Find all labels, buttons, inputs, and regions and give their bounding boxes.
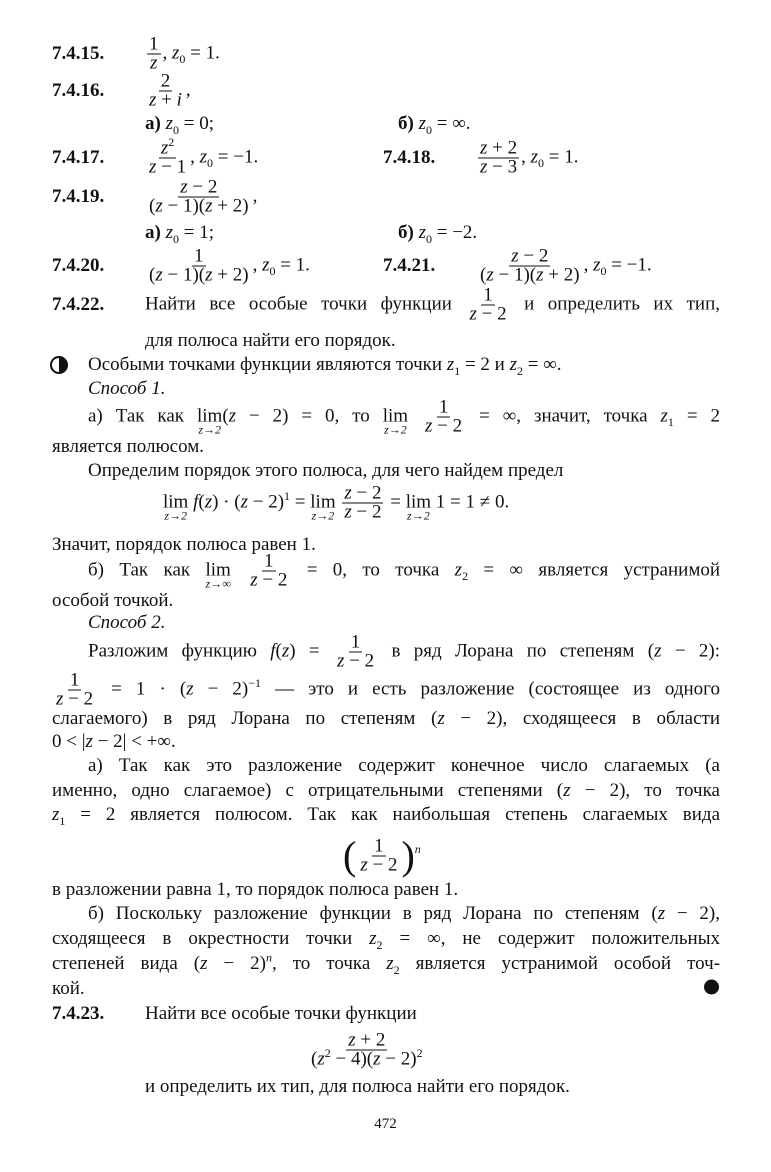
text-run: − 2)	[248, 491, 285, 513]
math-variable: z	[418, 113, 426, 134]
text-run: + 2)	[543, 264, 580, 286]
fraction	[478, 137, 519, 178]
math-variable: z	[205, 195, 213, 217]
denominator	[478, 264, 582, 286]
text-run: = 0, то точка	[291, 559, 455, 581]
denominator	[358, 854, 399, 876]
problem-7-4-22	[145, 284, 721, 325]
problem-number: 7.4.15.	[52, 43, 105, 64]
text-run: сходящееся в окрестности точки	[52, 928, 370, 949]
lim-text: lim	[196, 405, 223, 427]
math-variable: z	[155, 195, 163, 217]
text-run: является полюсом.	[52, 436, 205, 457]
paragraph	[52, 880, 458, 900]
text-run: − 1	[156, 156, 187, 178]
superscript: −1	[248, 676, 262, 691]
limit-subscript: z→∞	[205, 576, 231, 591]
problem-7-4-17	[145, 135, 259, 178]
text-run: слагаемого) в ряд Лорана по степеням (	[52, 708, 438, 729]
problem-number: 7.4.17.	[52, 147, 105, 168]
fraction	[423, 396, 464, 437]
paragraph	[52, 979, 85, 999]
method-2-heading	[88, 613, 165, 633]
math-variable: z	[200, 953, 208, 974]
text-run: − 2	[432, 415, 463, 437]
text-run: именно, одно слагаемое) с отрицательными степенями (	[52, 780, 564, 801]
fraction	[248, 550, 289, 591]
lim-text: lim	[163, 491, 189, 513]
limit-operator	[310, 491, 336, 523]
paragraph	[52, 591, 173, 611]
text-run: 1	[149, 33, 159, 55]
math-variable: z	[317, 1048, 325, 1070]
math-variable: z	[593, 254, 601, 276]
fraction	[342, 482, 383, 523]
subscript: 1	[59, 813, 66, 828]
problem-number: 7.4.19.	[52, 186, 105, 207]
limit-subscript: z→2	[311, 508, 335, 523]
math-variable: z	[186, 678, 194, 700]
text-run: ,	[185, 79, 191, 101]
problem-7-4-20	[145, 245, 310, 286]
text-run: Особыми точками функции являются точки	[88, 354, 447, 375]
denominator	[54, 688, 95, 710]
limit-operator	[196, 405, 223, 437]
page-number: 472	[374, 1116, 397, 1132]
subscript: 0	[425, 122, 432, 137]
text-run: − 2),	[665, 903, 720, 924]
text-run: − 2	[476, 303, 507, 325]
math-variable: z	[172, 42, 180, 64]
text-run: (	[311, 1048, 318, 1070]
fraction	[147, 176, 251, 217]
subscript: 0	[207, 156, 214, 171]
text-run: Найти все особые точки функции	[145, 1003, 417, 1024]
text-run: (	[222, 405, 229, 427]
subscript: 0	[425, 231, 432, 246]
paragraph	[88, 461, 563, 481]
text-run: − 2	[367, 854, 398, 876]
math-variable: z	[660, 405, 668, 427]
text-run: в разложении равна 1, то порядок полюса равен 1.	[52, 879, 459, 900]
math-variable: z	[425, 415, 433, 437]
text-run: Значит, порядок полюса равен 1.	[52, 534, 316, 555]
text-run: (	[149, 195, 156, 217]
text-run: = ∞ является устранимой	[468, 559, 721, 581]
text-run: — это и есть разложение (состоящее из одного	[261, 678, 720, 700]
math-variable: z	[480, 137, 488, 159]
text-run: и определить их тип, для полюса найти его порядок.	[145, 1076, 570, 1097]
problem-7-4-23-cont	[145, 1077, 570, 1097]
problem-number: 7.4.20.	[52, 255, 105, 276]
math-variable: z	[204, 491, 213, 513]
large-parenthesis: (	[343, 833, 357, 878]
math-variable: i	[176, 89, 182, 111]
display-formula	[307, 1029, 427, 1070]
subscript: 2	[376, 937, 383, 952]
text-run: − 2	[257, 569, 288, 591]
part-label: а)	[145, 113, 161, 134]
limit-operator	[405, 491, 432, 523]
problem-7-4-15	[145, 33, 220, 74]
text-run: = 1.	[185, 42, 220, 64]
math-variable: z	[199, 146, 208, 168]
text-run: − 2	[187, 176, 218, 198]
math-variable: z	[85, 731, 93, 752]
solution-start-icon	[50, 356, 68, 374]
problem-7-4-16-part-b	[398, 113, 471, 137]
text-run: = 2	[673, 405, 721, 427]
lim-text: lim	[405, 491, 432, 513]
fraction	[478, 245, 582, 286]
text-run: 1	[374, 835, 384, 857]
fraction	[54, 669, 95, 710]
text-run: = 1.	[275, 254, 310, 276]
text-run	[231, 559, 246, 580]
math-variable: f	[270, 640, 276, 662]
text-run: 1	[69, 669, 80, 691]
math-variable: z	[369, 928, 377, 949]
math-variable: z	[654, 640, 662, 662]
denominator	[467, 303, 508, 325]
fraction	[309, 1029, 425, 1070]
math-variable: z	[180, 176, 188, 198]
math-variable: z	[344, 482, 352, 504]
fraction	[335, 631, 376, 672]
math-variable: z	[486, 264, 494, 286]
text-run: является устранимой особой точ-	[399, 953, 721, 974]
text-run: 1 = 1 ≠ 0.	[431, 491, 510, 513]
fraction	[358, 835, 399, 876]
math-variable: z	[469, 303, 477, 325]
text-run: − 2	[518, 245, 549, 267]
text-run: − 1)(	[162, 264, 206, 286]
text-run: (	[149, 264, 156, 286]
paragraph	[88, 550, 721, 591]
text-run: б) Поскольку разложение функции в ряд Лорана по степеням (	[88, 903, 658, 924]
problem-7-4-23	[145, 1004, 417, 1024]
denominator	[148, 52, 159, 74]
text-run: − 1)(	[162, 195, 206, 217]
solution-text	[88, 354, 562, 378]
superscript: 1	[284, 489, 291, 504]
text-run: − 2	[351, 501, 382, 523]
math-variable: z	[250, 569, 258, 591]
paragraph	[52, 950, 721, 977]
text-run: + 2	[355, 1029, 386, 1051]
text-run	[408, 405, 421, 426]
text-run: =	[290, 491, 311, 513]
paragraph	[52, 535, 316, 555]
math-variable: z	[149, 156, 157, 178]
math-variable: z	[386, 953, 394, 974]
paragraph	[88, 396, 721, 437]
display-formula	[163, 482, 510, 523]
text-run: = ∞, не содержит положительных	[382, 928, 720, 949]
math-variable: z	[509, 354, 518, 375]
problem-number: 7.4.21.	[383, 255, 436, 276]
problem-7-4-16	[145, 70, 191, 111]
problem-number: 7.4.18.	[383, 147, 436, 168]
text-run: = 1 · (	[97, 678, 187, 700]
math-variable: z	[281, 640, 290, 662]
denominator	[147, 264, 251, 286]
math-variable: z	[418, 222, 426, 243]
problem-7-4-19	[145, 176, 258, 217]
math-variable: z	[336, 650, 345, 672]
text-run: − 3	[487, 156, 518, 178]
fraction	[147, 135, 188, 178]
text-run: − 2) = 0, то	[236, 405, 383, 427]
problem-number: 7.4.16.	[52, 80, 105, 101]
subscript: 1	[667, 415, 674, 430]
text-run: (	[198, 491, 205, 513]
text-run: +	[156, 89, 177, 111]
text-run: 1	[264, 550, 274, 572]
superscript: n	[414, 842, 421, 857]
text-run: кой.	[52, 978, 85, 999]
problem-number: 7.4.23.	[52, 1003, 105, 1024]
text-run: Найти все особые точки функции	[145, 293, 466, 315]
problem-7-4-19-part-a	[145, 222, 214, 246]
lim-text: lim	[382, 405, 409, 427]
text-run: − 1)(	[493, 264, 537, 286]
math-variable: z	[155, 264, 163, 286]
math-variable: z	[165, 113, 173, 134]
superscript: 2	[168, 135, 175, 150]
text-run: = 2 является полюсом. Так как наибольшая степень слагаемых вида	[65, 804, 720, 825]
math-variable: z	[511, 245, 519, 267]
math-variable: z	[165, 222, 173, 243]
math-variable: z	[657, 903, 666, 924]
lim-text: lim	[310, 491, 336, 513]
problem-7-4-18	[476, 137, 579, 178]
denominator	[147, 89, 184, 111]
text-run: − 2):	[661, 640, 720, 662]
text-run: 0 < |	[52, 731, 86, 752]
problem-number: 7.4.22.	[52, 294, 105, 315]
fraction	[147, 33, 161, 74]
paragraph	[52, 709, 720, 729]
denominator	[342, 501, 383, 523]
text-run: ,	[190, 146, 200, 168]
subscript: 0	[179, 52, 186, 67]
paragraph	[52, 928, 720, 952]
math-variable: z	[228, 405, 237, 427]
text-run: = 2 и	[460, 354, 510, 375]
denominator	[423, 415, 464, 437]
solution-end-icon	[704, 980, 719, 995]
subscript: 1	[454, 363, 461, 378]
text-run: ) =	[289, 640, 333, 662]
text-run: 1	[438, 396, 449, 418]
part-label: а)	[145, 222, 161, 243]
math-variable: z	[360, 854, 368, 876]
math-variable: z	[454, 559, 463, 581]
text-run: + 2	[487, 137, 518, 159]
text-run: ,	[252, 185, 258, 207]
subscript: 2	[393, 962, 400, 977]
paragraph	[52, 804, 720, 828]
lim-text: lim	[205, 559, 231, 581]
math-variable: z	[240, 491, 248, 513]
text-run: а) Так как это разложение содержит конечное число слагаемых (а	[88, 755, 720, 776]
limit-subscript: z→2	[384, 422, 407, 437]
italic-heading: Способ 2.	[88, 612, 166, 633]
text-run: особой точкой.	[52, 590, 174, 611]
text-run: = −1.	[606, 254, 652, 276]
subscript: 0	[172, 231, 179, 246]
fraction	[467, 284, 508, 325]
text-run: − 2	[351, 482, 382, 504]
math-variable: f	[193, 491, 199, 513]
denominator	[147, 195, 251, 217]
limit-subscript: z→2	[164, 508, 188, 523]
limit-operator	[205, 559, 231, 591]
text-run: =	[385, 491, 406, 513]
text-run: = 1.	[544, 146, 579, 168]
paragraph	[52, 669, 720, 710]
text-run: + 2)	[212, 264, 249, 286]
text-run: 2	[160, 70, 171, 92]
text-run: = ∞.	[431, 113, 471, 134]
problem-7-4-16-part-a	[145, 113, 214, 137]
text-run: = 1;	[178, 222, 214, 243]
subscript: 0	[538, 156, 545, 171]
text-run: − 2)	[193, 678, 249, 700]
text-run: Определим порядок этого полюса, для чего найдем предел	[88, 460, 564, 481]
text-run: = ∞.	[523, 354, 562, 375]
text-run: (	[480, 264, 487, 286]
part-label: б)	[398, 113, 414, 134]
text-run: 1	[483, 284, 493, 306]
text-run: = −1.	[213, 146, 259, 168]
text-run: − 2), то точка	[570, 780, 720, 801]
text-run: в ряд Лорана по степеням (	[378, 640, 655, 662]
text-run: ,	[162, 42, 172, 64]
subscript: 0	[172, 122, 179, 137]
math-variable: z	[150, 52, 158, 74]
problem-7-4-22-cont	[145, 331, 396, 351]
text-run: = ∞, значит, точка	[466, 405, 661, 427]
math-variable: z	[536, 264, 544, 286]
text-run: = 0;	[178, 113, 214, 134]
text-run: степеней вида (	[52, 953, 201, 974]
fraction	[147, 70, 184, 111]
problem-7-4-19-part-b	[398, 222, 478, 246]
text-run: − 2	[63, 688, 94, 710]
paragraph	[52, 781, 720, 801]
math-variable: z	[205, 264, 213, 286]
math-variable: z	[348, 1029, 356, 1051]
math-variable: z	[373, 1048, 381, 1070]
math-variable: z	[56, 688, 64, 710]
math-variable: z	[530, 146, 539, 168]
text-run	[336, 491, 341, 512]
paragraph	[52, 732, 176, 752]
text-run: а) Так как	[88, 405, 197, 427]
text-run: ,	[252, 254, 263, 276]
limit-operator	[382, 405, 409, 437]
text-run: (	[275, 640, 282, 662]
subscript: 2	[517, 363, 524, 378]
denominator	[248, 569, 289, 591]
text-run: ) · (	[212, 491, 241, 513]
text-run: 1	[350, 631, 361, 653]
superscript: 2	[416, 1046, 423, 1061]
paragraph	[88, 756, 720, 776]
display-formula	[343, 833, 421, 878]
math-variable: z	[446, 354, 455, 375]
denominator	[335, 650, 376, 672]
text-run: Разложим функцию	[88, 640, 271, 662]
denominator	[309, 1046, 425, 1070]
italic-heading: Способ 1.	[88, 378, 166, 399]
math-variable: z	[344, 501, 352, 523]
problem-7-4-21	[476, 245, 652, 286]
superscript: 2	[324, 1046, 331, 1061]
text-run: + 2)	[212, 195, 249, 217]
limit-subscript: z→2	[407, 508, 430, 523]
subscript: 0	[600, 264, 607, 279]
superscript: n	[266, 950, 272, 965]
text-run: − 2)	[380, 1048, 417, 1070]
denominator	[478, 156, 519, 178]
text-run: − 4)(	[330, 1048, 374, 1070]
text-run: − 2)	[207, 953, 266, 974]
paragraph	[88, 631, 720, 672]
text-run: ,	[583, 254, 594, 276]
math-variable: z	[480, 156, 488, 178]
fraction	[147, 245, 251, 286]
paragraph	[88, 904, 720, 924]
limit-subscript: z→2	[198, 422, 221, 437]
text-run: для полюса найти его порядок.	[145, 330, 396, 351]
text-run: = −2.	[431, 222, 478, 243]
text-run: , то точка	[272, 953, 387, 974]
part-label: б)	[398, 222, 414, 243]
method-1-heading	[88, 379, 165, 399]
text-run: 1	[194, 245, 204, 267]
subscript: 2	[462, 569, 469, 584]
paragraph	[52, 437, 204, 457]
text-run: б) Так как	[88, 559, 206, 581]
math-variable: z	[52, 804, 60, 825]
math-variable: z	[563, 780, 571, 801]
text-run: − 2| < +∞.	[92, 731, 176, 752]
text-run: ,	[521, 146, 531, 168]
subscript: 0	[269, 264, 276, 279]
math-variable: z	[160, 137, 169, 159]
denominator	[147, 156, 188, 178]
large-parenthesis: )	[401, 833, 415, 878]
limit-operator	[163, 491, 189, 523]
text-run: − 2), сходящееся в области	[444, 708, 720, 729]
math-variable: z	[149, 89, 157, 111]
text-run: − 2	[344, 650, 375, 672]
text-run: и определить их тип,	[510, 293, 721, 315]
math-variable: z	[437, 708, 445, 729]
math-variable: z	[262, 254, 270, 276]
